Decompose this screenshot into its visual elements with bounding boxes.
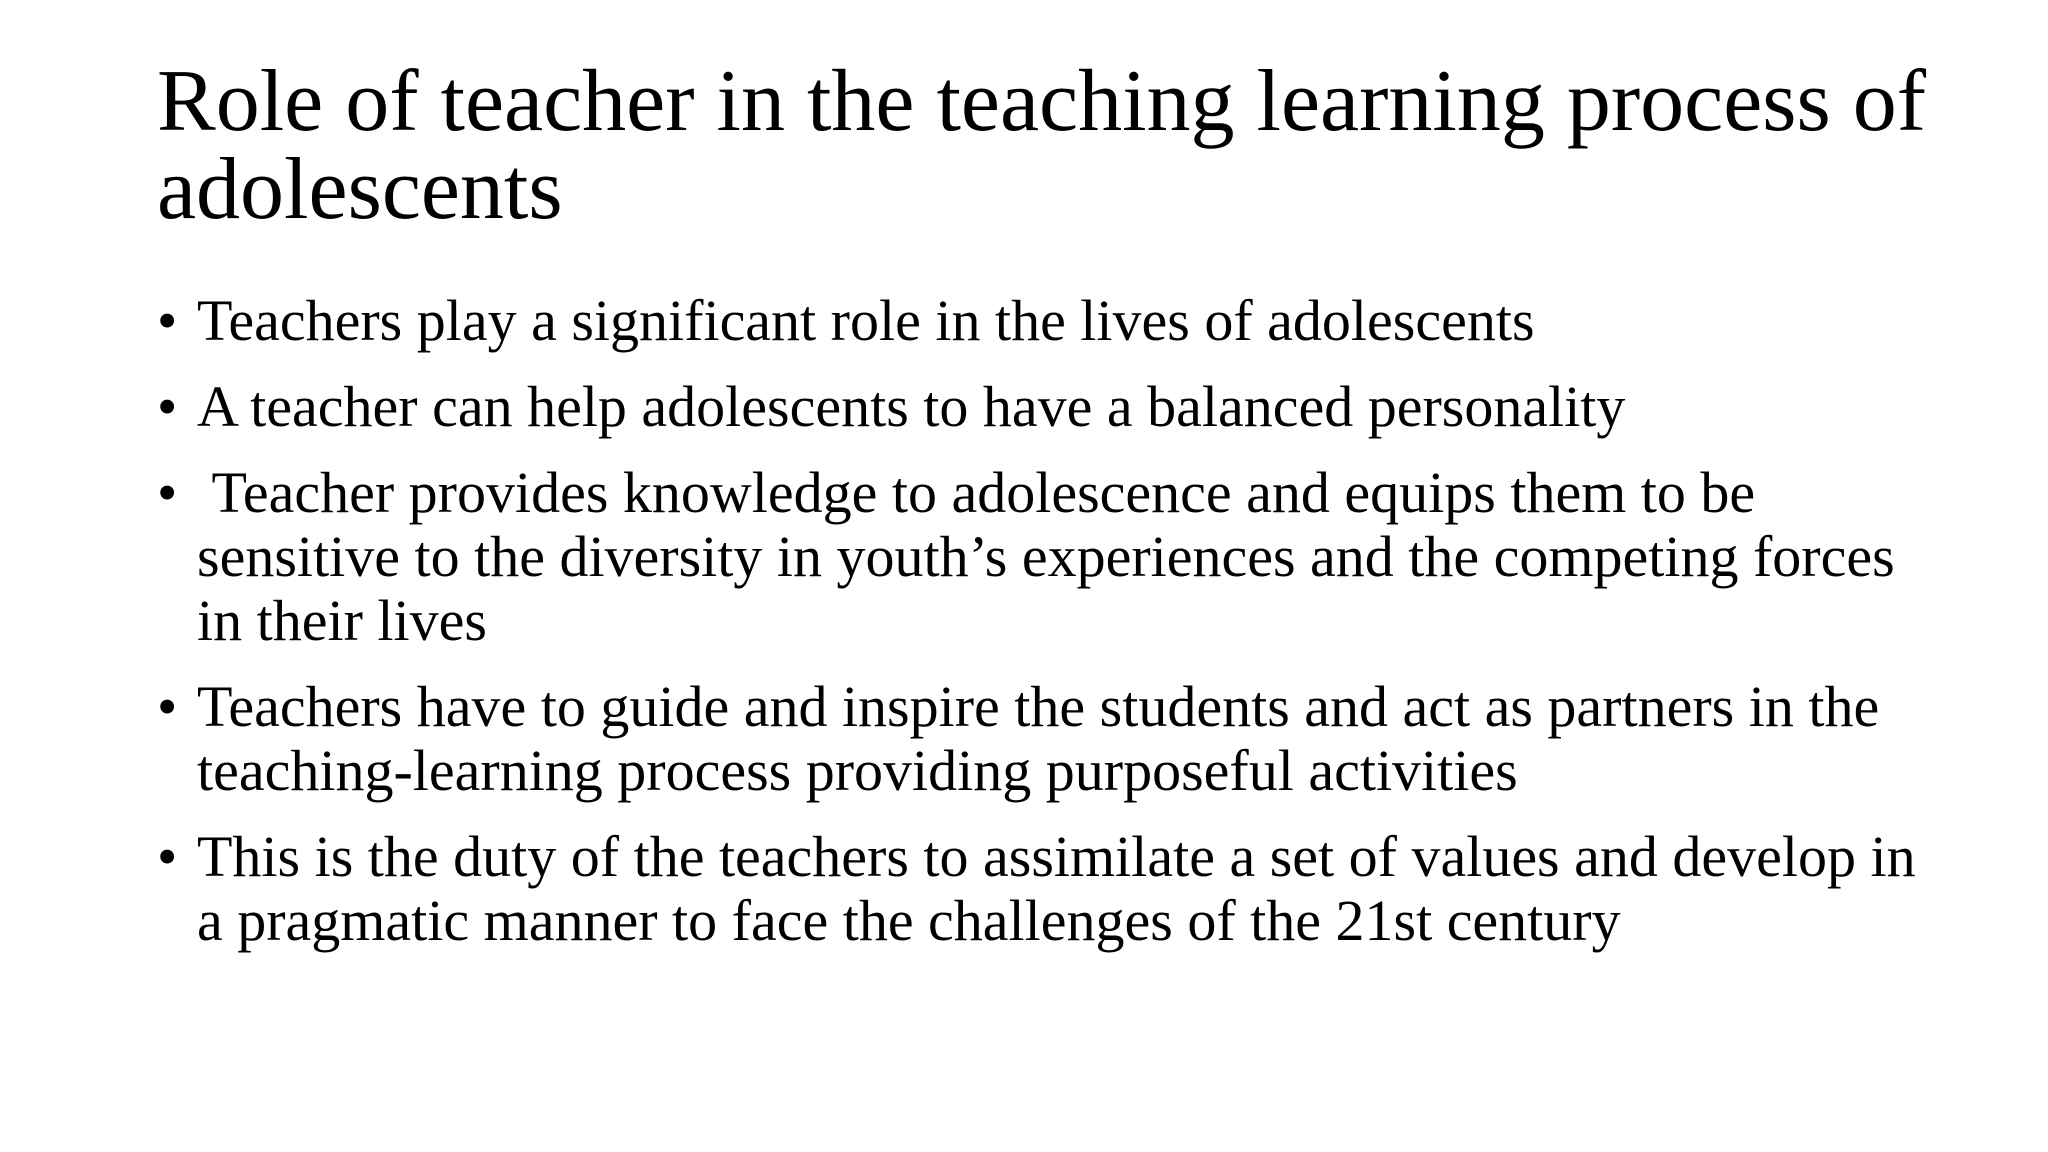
bullet-marker: • [157, 824, 178, 889]
bullet-item [157, 675, 1917, 803]
bullet-item [157, 825, 1917, 953]
bullet-item [157, 289, 1917, 353]
bullet-marker: • [157, 460, 178, 525]
bullet-list [157, 289, 1917, 975]
bullet-item [157, 461, 1917, 653]
bullet-marker: • [157, 674, 178, 739]
bullet-marker: • [157, 288, 178, 353]
bullet-marker: • [157, 374, 178, 439]
bullet-text: Teachers have to guide and inspire the students and act as partners in the teaching-learning process providing purposeful activities [197, 674, 1880, 803]
bullet-text: This is the duty of the teachers to assimilate a set of values and develop in a pragmatic manner to face the challenges of the 21st century [197, 824, 1916, 953]
bullet-item [157, 375, 1917, 439]
slide-title: Role of teacher in the teaching learning process of adolescents [157, 53, 1927, 238]
bullet-text: A teacher can help adolescents to have a balanced personality [197, 374, 1626, 439]
bullet-text: Teachers play a significant role in the lives of adolescents [197, 288, 1535, 353]
bullet-text: Teacher provides knowledge to adolescence and equips them to be sensitive to the diversity in youth’s experiences and the competing forces in their lives [197, 460, 1910, 653]
